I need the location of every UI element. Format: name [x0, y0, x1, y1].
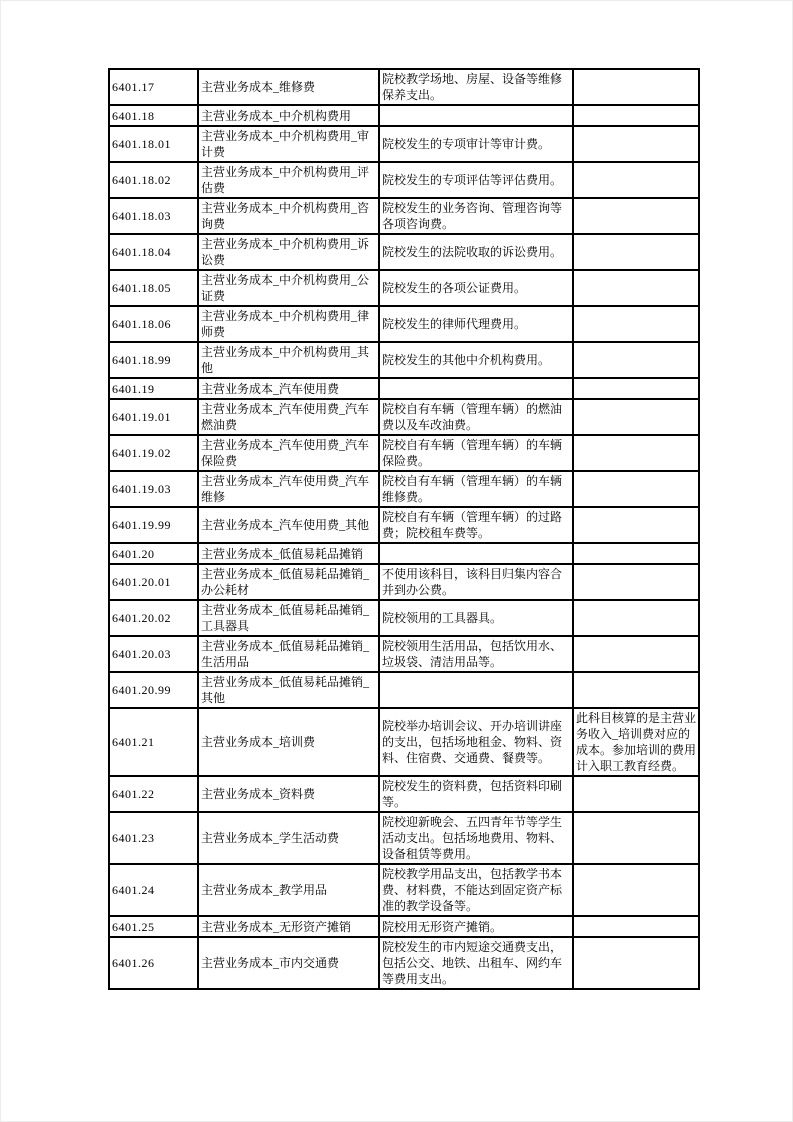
- account-code-cell: 6401.18.04: [109, 234, 198, 270]
- account-name-cell: 主营业务成本_培训费: [198, 708, 379, 776]
- table-row: [109, 198, 699, 234]
- table-row: [109, 270, 699, 306]
- account-name-cell: 主营业务成本_中介机构费用_律师费: [198, 306, 379, 342]
- account-description-cell: 院校发生的各项公证费用。: [379, 270, 573, 306]
- table-row: [109, 399, 699, 435]
- account-code-cell: 6401.19: [109, 378, 198, 399]
- account-name-cell: 主营业务成本_汽车使用费_汽车维修: [198, 471, 379, 507]
- account-description-cell: 院校发生的专项审计等审计费。: [379, 126, 573, 162]
- account-code-cell: 6401.20.99: [109, 672, 198, 708]
- table-row: [109, 776, 699, 812]
- account-description-cell: 院校发生的业务咨询、管理咨询等各项咨询费。: [379, 198, 573, 234]
- account-description-cell: 院校用无形资产摊销。: [379, 916, 573, 937]
- account-description-cell: 院校发生的法院收取的诉讼费用。: [379, 234, 573, 270]
- account-name-cell: 主营业务成本_汽车使用费_汽车保险费: [198, 435, 379, 471]
- account-code-cell: 6401.18.03: [109, 198, 198, 234]
- account-note-cell: [573, 69, 699, 105]
- table-row: [109, 864, 699, 916]
- account-name-cell: 主营业务成本_市内交通费: [198, 937, 379, 989]
- table-row: [109, 812, 699, 864]
- account-note-cell: [573, 126, 699, 162]
- account-code-cell: 6401.18: [109, 105, 198, 126]
- table-row: [109, 564, 699, 600]
- account-code-cell: 6401.18.02: [109, 162, 198, 198]
- account-note-cell: [573, 306, 699, 342]
- table-row: [109, 105, 699, 126]
- table-row: [109, 507, 699, 543]
- table-row: [109, 342, 699, 378]
- account-name-cell: 主营业务成本_中介机构费用_评估费: [198, 162, 379, 198]
- account-note-cell: [573, 234, 699, 270]
- account-note-cell: [573, 435, 699, 471]
- account-note-cell: [573, 916, 699, 937]
- account-description-cell: 院校举办培训会议、开办培训讲座的支出，包括场地租金、物料、资料、住宿费、交通费、餐费等。: [379, 708, 573, 776]
- account-description-cell: 院校领用的工具器具。: [379, 600, 573, 636]
- account-description-cell: 院校教学用品支出，包括教学书本费、材料费，不能达到固定资产标准的教学设备等。: [379, 864, 573, 916]
- account-name-cell: 主营业务成本_汽车使用费_其他: [198, 507, 379, 543]
- account-note-cell: [573, 270, 699, 306]
- account-note-cell: [573, 162, 699, 198]
- account-name-cell: 主营业务成本_低值易耗品摊销_办公耗材: [198, 564, 379, 600]
- account-code-cell: 6401.23: [109, 812, 198, 864]
- account-note-cell: [573, 399, 699, 435]
- account-note-cell: [573, 672, 699, 708]
- account-code-cell: 6401.19.02: [109, 435, 198, 471]
- account-code-cell: 6401.18.01: [109, 126, 198, 162]
- account-description-cell: 院校迎新晚会、五四青年节等学生活动支出。包括场地费用、物料、设备租赁等费用。: [379, 812, 573, 864]
- account-note-cell: [573, 600, 699, 636]
- account-note-cell: [573, 507, 699, 543]
- account-code-cell: 6401.25: [109, 916, 198, 937]
- account-note-cell: [573, 812, 699, 864]
- account-code-cell: 6401.19.99: [109, 507, 198, 543]
- account-note-cell: [573, 937, 699, 989]
- account-description-cell: 院校发生的专项评估等评估费用。: [379, 162, 573, 198]
- account-name-cell: 主营业务成本_低值易耗品摊销_生活用品: [198, 636, 379, 672]
- account-name-cell: 主营业务成本_维修费: [198, 69, 379, 105]
- table-row: [109, 708, 699, 776]
- account-note-cell: [573, 776, 699, 812]
- account-description-cell: 院校自有车辆（管理车辆）的车辆维修费。: [379, 471, 573, 507]
- account-name-cell: 主营业务成本_中介机构费用: [198, 105, 379, 126]
- table-row: [109, 126, 699, 162]
- account-description-cell: 院校发生的律师代理费用。: [379, 306, 573, 342]
- account-code-cell: 6401.22: [109, 776, 198, 812]
- account-name-cell: 主营业务成本_汽车使用费_汽车燃油费: [198, 399, 379, 435]
- account-name-cell: 主营业务成本_汽车使用费: [198, 378, 379, 399]
- account-code-cell: 6401.18.99: [109, 342, 198, 378]
- table-row: [109, 162, 699, 198]
- table-row: [109, 600, 699, 636]
- table-row: [109, 234, 699, 270]
- account-code-cell: 6401.26: [109, 937, 198, 989]
- account-note-cell: [573, 198, 699, 234]
- account-code-cell: 6401.20.02: [109, 600, 198, 636]
- account-name-cell: 主营业务成本_学生活动费: [198, 812, 379, 864]
- account-name-cell: 主营业务成本_低值易耗品摊销_工具器具: [198, 600, 379, 636]
- account-note-cell: [573, 864, 699, 916]
- account-code-cell: 6401.20.01: [109, 564, 198, 600]
- account-note-cell: [573, 543, 699, 564]
- account-code-cell: 6401.24: [109, 864, 198, 916]
- table-row: [109, 378, 699, 399]
- table-row: [109, 636, 699, 672]
- account-description-cell: 院校自有车辆（管理车辆）的过路费；院校租车费等。: [379, 507, 573, 543]
- account-code-cell: 6401.19.01: [109, 399, 198, 435]
- table-row: [109, 672, 699, 708]
- account-description-cell: [379, 543, 573, 564]
- account-note-cell: [573, 105, 699, 126]
- table-row: [109, 69, 699, 105]
- account-name-cell: 主营业务成本_低值易耗品摊销_其他: [198, 672, 379, 708]
- table-row: [109, 306, 699, 342]
- account-note-cell: [573, 564, 699, 600]
- account-name-cell: 主营业务成本_资料费: [198, 776, 379, 812]
- account-name-cell: 主营业务成本_中介机构费用_公证费: [198, 270, 379, 306]
- account-name-cell: 主营业务成本_教学用品: [198, 864, 379, 916]
- account-description-cell: 院校自有车辆（管理车辆）的燃油费以及车改油费。: [379, 399, 573, 435]
- account-note-cell: [573, 471, 699, 507]
- account-note-cell: [573, 636, 699, 672]
- table-row: [109, 435, 699, 471]
- account-description-cell: 院校领用生活用品，包括饮用水、垃圾袋、清洁用品等。: [379, 636, 573, 672]
- account-name-cell: 主营业务成本_中介机构费用_其他: [198, 342, 379, 378]
- account-description-cell: 院校发生的其他中介机构费用。: [379, 342, 573, 378]
- account-description-cell: [379, 672, 573, 708]
- account-description-cell: 院校教学场地、房屋、设备等维修保养支出。: [379, 69, 573, 105]
- account-code-cell: 6401.17: [109, 69, 198, 105]
- accounts-table-body: [109, 69, 699, 989]
- account-description-cell: 不使用该科目，该科目归集内容合并到办公费。: [379, 564, 573, 600]
- table-row: [109, 471, 699, 507]
- account-description-cell: 院校自有车辆（管理车辆）的车辆保险费。: [379, 435, 573, 471]
- account-name-cell: 主营业务成本_中介机构费用_咨询费: [198, 198, 379, 234]
- account-name-cell: 主营业务成本_中介机构费用_审计费: [198, 126, 379, 162]
- account-code-cell: 6401.20.03: [109, 636, 198, 672]
- account-note-cell: [573, 342, 699, 378]
- table-row: [109, 543, 699, 564]
- account-code-cell: 6401.20: [109, 543, 198, 564]
- account-name-cell: 主营业务成本_无形资产摊销: [198, 916, 379, 937]
- account-name-cell: 主营业务成本_中介机构费用_诉讼费: [198, 234, 379, 270]
- account-note-cell: [573, 378, 699, 399]
- account-code-cell: 6401.21: [109, 708, 198, 776]
- accounts-table: [108, 68, 700, 990]
- account-description-cell: 院校发生的市内短途交通费支出，包括公交、地铁、出租车、网约车等费用支出。: [379, 937, 573, 989]
- account-note-cell: 此科目核算的是主营业务收入_培训费对应的成本。参加培训的费用计入职工教育经费。: [573, 708, 699, 776]
- table-row: [109, 916, 699, 937]
- account-description-cell: 院校发生的资料费，包括资料印刷等。: [379, 776, 573, 812]
- account-description-cell: [379, 378, 573, 399]
- table-row: [109, 937, 699, 989]
- account-description-cell: [379, 105, 573, 126]
- account-name-cell: 主营业务成本_低值易耗品摊销: [198, 543, 379, 564]
- account-code-cell: 6401.18.06: [109, 306, 198, 342]
- account-code-cell: 6401.18.05: [109, 270, 198, 306]
- account-code-cell: 6401.19.03: [109, 471, 198, 507]
